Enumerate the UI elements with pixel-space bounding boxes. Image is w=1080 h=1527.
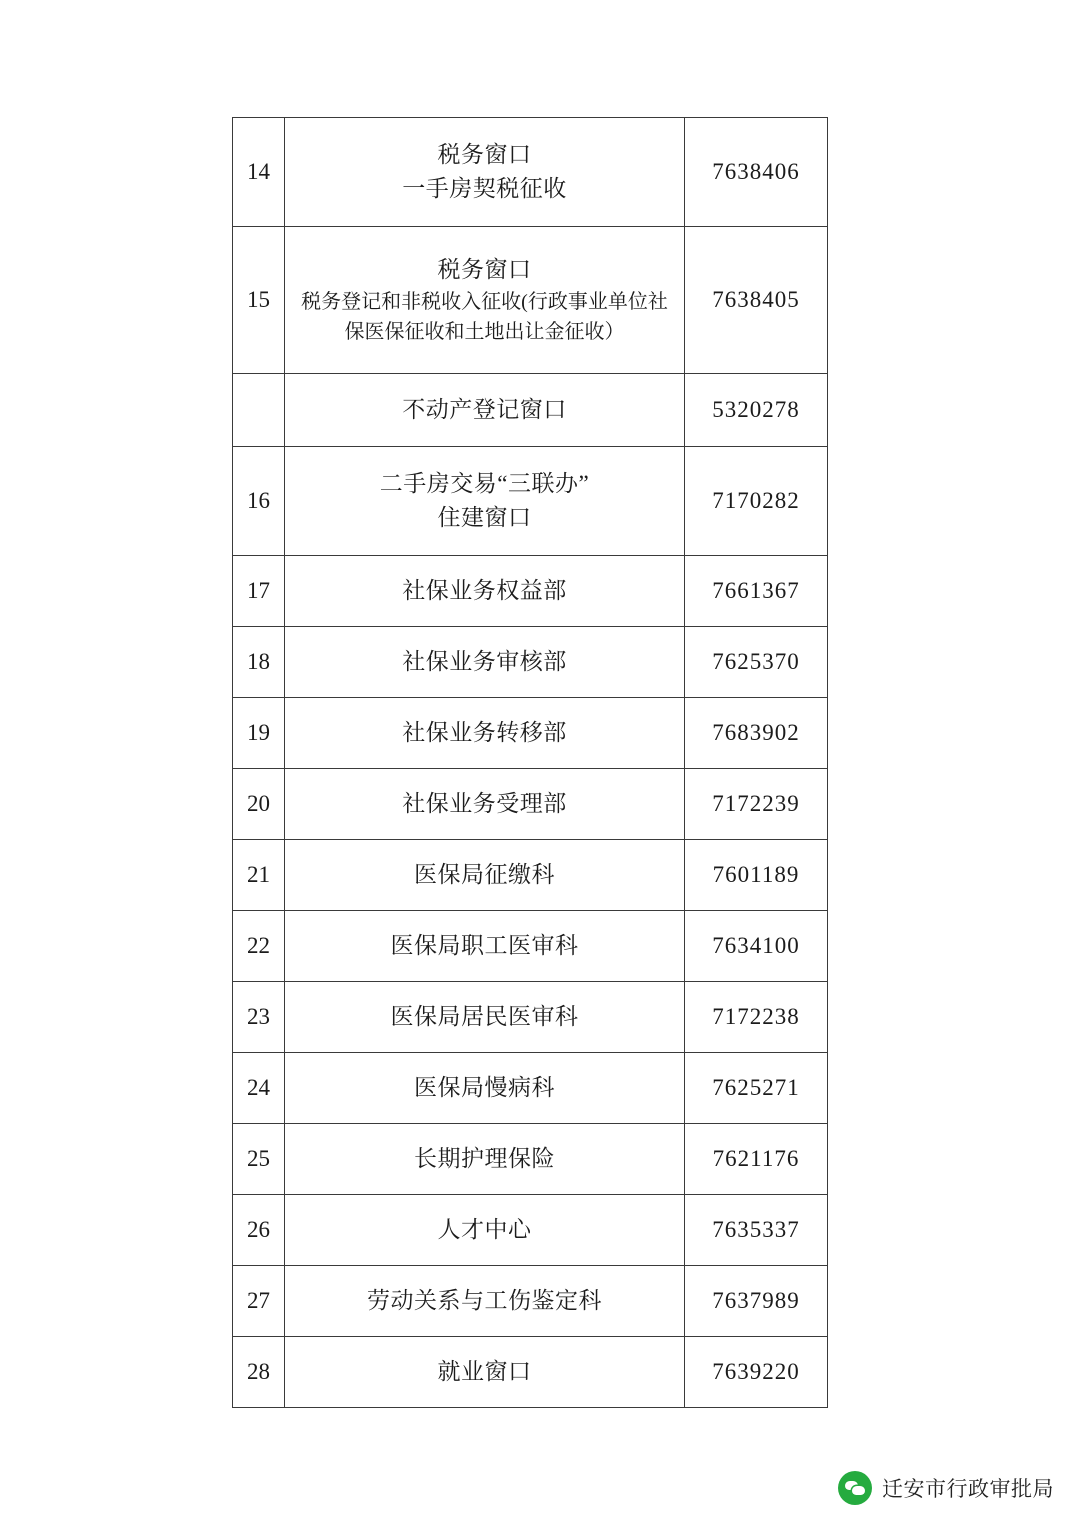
window-name: [285, 374, 685, 447]
window-name: [285, 1195, 685, 1266]
phone-number: 7683902: [685, 698, 828, 769]
row-number: 14: [233, 118, 285, 227]
phone-number: 7625370: [685, 627, 828, 698]
table-body: [233, 118, 828, 1408]
window-name-line: 税务窗口: [437, 141, 532, 167]
window-name-line: 医保局居民医审科: [390, 1003, 579, 1029]
phone-number: 7170282: [685, 447, 828, 556]
window-name: [285, 911, 685, 982]
table-row: [233, 1337, 828, 1408]
window-name: [285, 982, 685, 1053]
table-row: [233, 840, 828, 911]
window-name-line: 社保业务权益部: [402, 577, 567, 603]
window-name-line: 住建窗口: [437, 505, 532, 530]
phone-number: 7635337: [685, 1195, 828, 1266]
row-number: 16: [233, 447, 285, 556]
phone-number: 7661367: [685, 556, 828, 627]
window-name: [285, 556, 685, 627]
table-row: [233, 1053, 828, 1124]
window-name-line: 医保局征缴科: [414, 861, 555, 887]
window-name: [285, 627, 685, 698]
phone-number: 7638406: [685, 118, 828, 227]
window-name: [285, 227, 685, 374]
phone-number: 7621176: [685, 1124, 828, 1195]
table-row: [233, 556, 828, 627]
row-number: 21: [233, 840, 285, 911]
window-name: [285, 1337, 685, 1408]
phone-number: 7639220: [685, 1337, 828, 1408]
table-row: [233, 1266, 828, 1337]
phone-number: 7634100: [685, 911, 828, 982]
row-number: 26: [233, 1195, 285, 1266]
window-name-line: 医保局职工医审科: [390, 932, 579, 958]
row-number: 19: [233, 698, 285, 769]
window-name-line: 劳动关系与工伤鉴定科: [367, 1287, 602, 1313]
table-row: [233, 911, 828, 982]
row-number: 20: [233, 769, 285, 840]
window-name: [285, 769, 685, 840]
phone-number: 7625271: [685, 1053, 828, 1124]
table-row: [233, 374, 828, 447]
row-number: 24: [233, 1053, 285, 1124]
row-number: 25: [233, 1124, 285, 1195]
row-number: 18: [233, 627, 285, 698]
phone-number: 7637989: [685, 1266, 828, 1337]
table-row: [233, 1195, 828, 1266]
window-name: [285, 1053, 685, 1124]
phone-number: 7172238: [685, 982, 828, 1053]
phone-number: 7601189: [685, 840, 828, 911]
row-number: 22: [233, 911, 285, 982]
window-name-line: 社保业务受理部: [402, 790, 567, 816]
phone-number: 5320278: [685, 374, 828, 447]
contact-directory-table: [232, 117, 828, 1408]
wechat-icon: [838, 1471, 872, 1505]
window-name-line: 社保业务审核部: [402, 648, 567, 674]
window-name: [285, 1266, 685, 1337]
window-name-line: 一手房契税征收: [402, 176, 567, 201]
table-row: [233, 1124, 828, 1195]
phone-number: 7638405: [685, 227, 828, 374]
window-name-line: 不动产登记窗口: [402, 396, 567, 422]
table-row: [233, 447, 828, 556]
account-name: 迁安市行政审批局: [882, 1478, 1054, 1501]
wechat-account-badge: [838, 1471, 1054, 1505]
table-row: [233, 227, 828, 374]
phone-number: 7172239: [685, 769, 828, 840]
row-number: 28: [233, 1337, 285, 1408]
table-row: [233, 982, 828, 1053]
window-name: [285, 698, 685, 769]
window-name: [285, 447, 685, 556]
window-name-line: 二手房交易“三联办”: [379, 470, 590, 496]
table-row: [233, 118, 828, 227]
window-name-line: 就业窗口: [437, 1358, 532, 1384]
window-name-line: 税务登记和非税收入征收(行政事业单位社: [301, 291, 668, 314]
window-name: [285, 118, 685, 227]
table-row: [233, 698, 828, 769]
window-name-line: 长期护理保险: [414, 1145, 555, 1171]
row-number: 15: [233, 227, 285, 374]
window-name-line: 人才中心: [437, 1216, 532, 1242]
window-name-line: 保医保征收和土地出让金征收）: [344, 321, 625, 344]
window-name-line: 社保业务转移部: [402, 719, 567, 745]
window-name: [285, 840, 685, 911]
window-name-line: 医保局慢病科: [414, 1074, 555, 1100]
window-name-line: 税务窗口: [437, 256, 532, 282]
window-name: [285, 1124, 685, 1195]
row-number: 23: [233, 982, 285, 1053]
row-number: 27: [233, 1266, 285, 1337]
table-row: [233, 627, 828, 698]
row-number: [233, 374, 285, 447]
row-number: 17: [233, 556, 285, 627]
table-row: [233, 769, 828, 840]
